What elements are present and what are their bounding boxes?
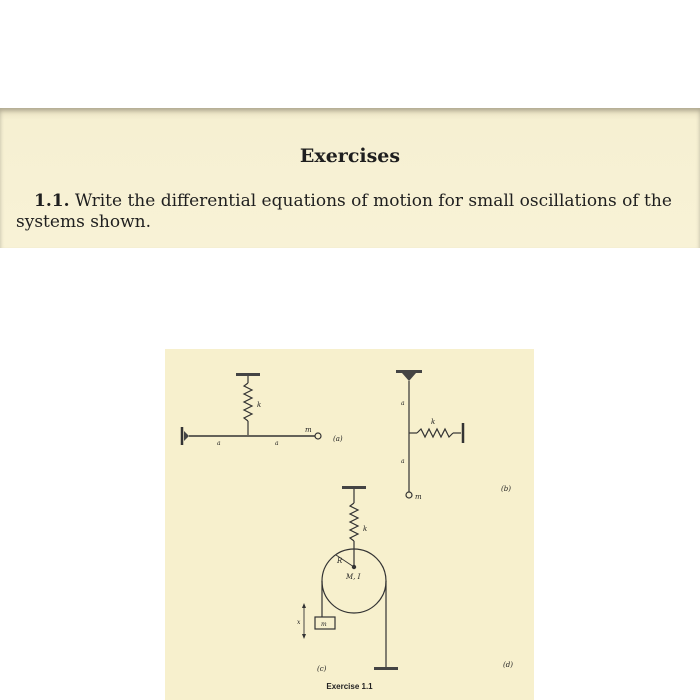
label-a-k: k <box>257 401 262 409</box>
panel-label-b: (b) <box>501 485 511 493</box>
panel-label-a: (a) <box>333 435 343 443</box>
ceiling-support-c <box>342 486 366 489</box>
label-a-m: m <box>305 426 312 434</box>
system-b-diagram <box>396 370 463 498</box>
label-b-a-top: a <box>401 400 405 407</box>
problem-text: Write the differential equations of motion for small oscillations of the systems shown. <box>16 191 672 232</box>
problem-statement <box>16 191 688 233</box>
figure-card <box>165 349 534 700</box>
mass-a <box>315 433 321 439</box>
spring-a <box>244 383 252 421</box>
label-c-x: x <box>297 619 301 626</box>
spring-b <box>417 429 453 437</box>
label-b-a-bottom: a <box>401 458 405 465</box>
figure-caption: Exercise 1.1 <box>326 682 373 691</box>
label-c-k: k <box>363 525 368 533</box>
label-c-m: m <box>321 621 327 628</box>
floor-support-c <box>374 667 398 670</box>
section-heading: Exercises <box>299 145 401 167</box>
spring-c <box>350 503 358 541</box>
label-b-m: m <box>415 493 422 501</box>
pivot-a <box>184 431 189 441</box>
label-a-a-left: a <box>217 440 221 447</box>
ceiling-support-a <box>236 373 260 376</box>
label-c-MI: M, I <box>346 573 361 581</box>
label-a-a-right: a <box>275 440 279 447</box>
ceiling-support-b <box>396 370 422 373</box>
label-b-k: k <box>431 418 436 426</box>
mass-b <box>406 492 412 498</box>
problem-number: 1.1. <box>34 191 70 211</box>
label-c-R: R <box>337 557 343 565</box>
exercise-figure <box>165 349 534 700</box>
panel-label-c: (c) <box>317 665 327 673</box>
system-a-diagram <box>182 373 321 445</box>
panel-label-d: (d) <box>503 661 513 669</box>
